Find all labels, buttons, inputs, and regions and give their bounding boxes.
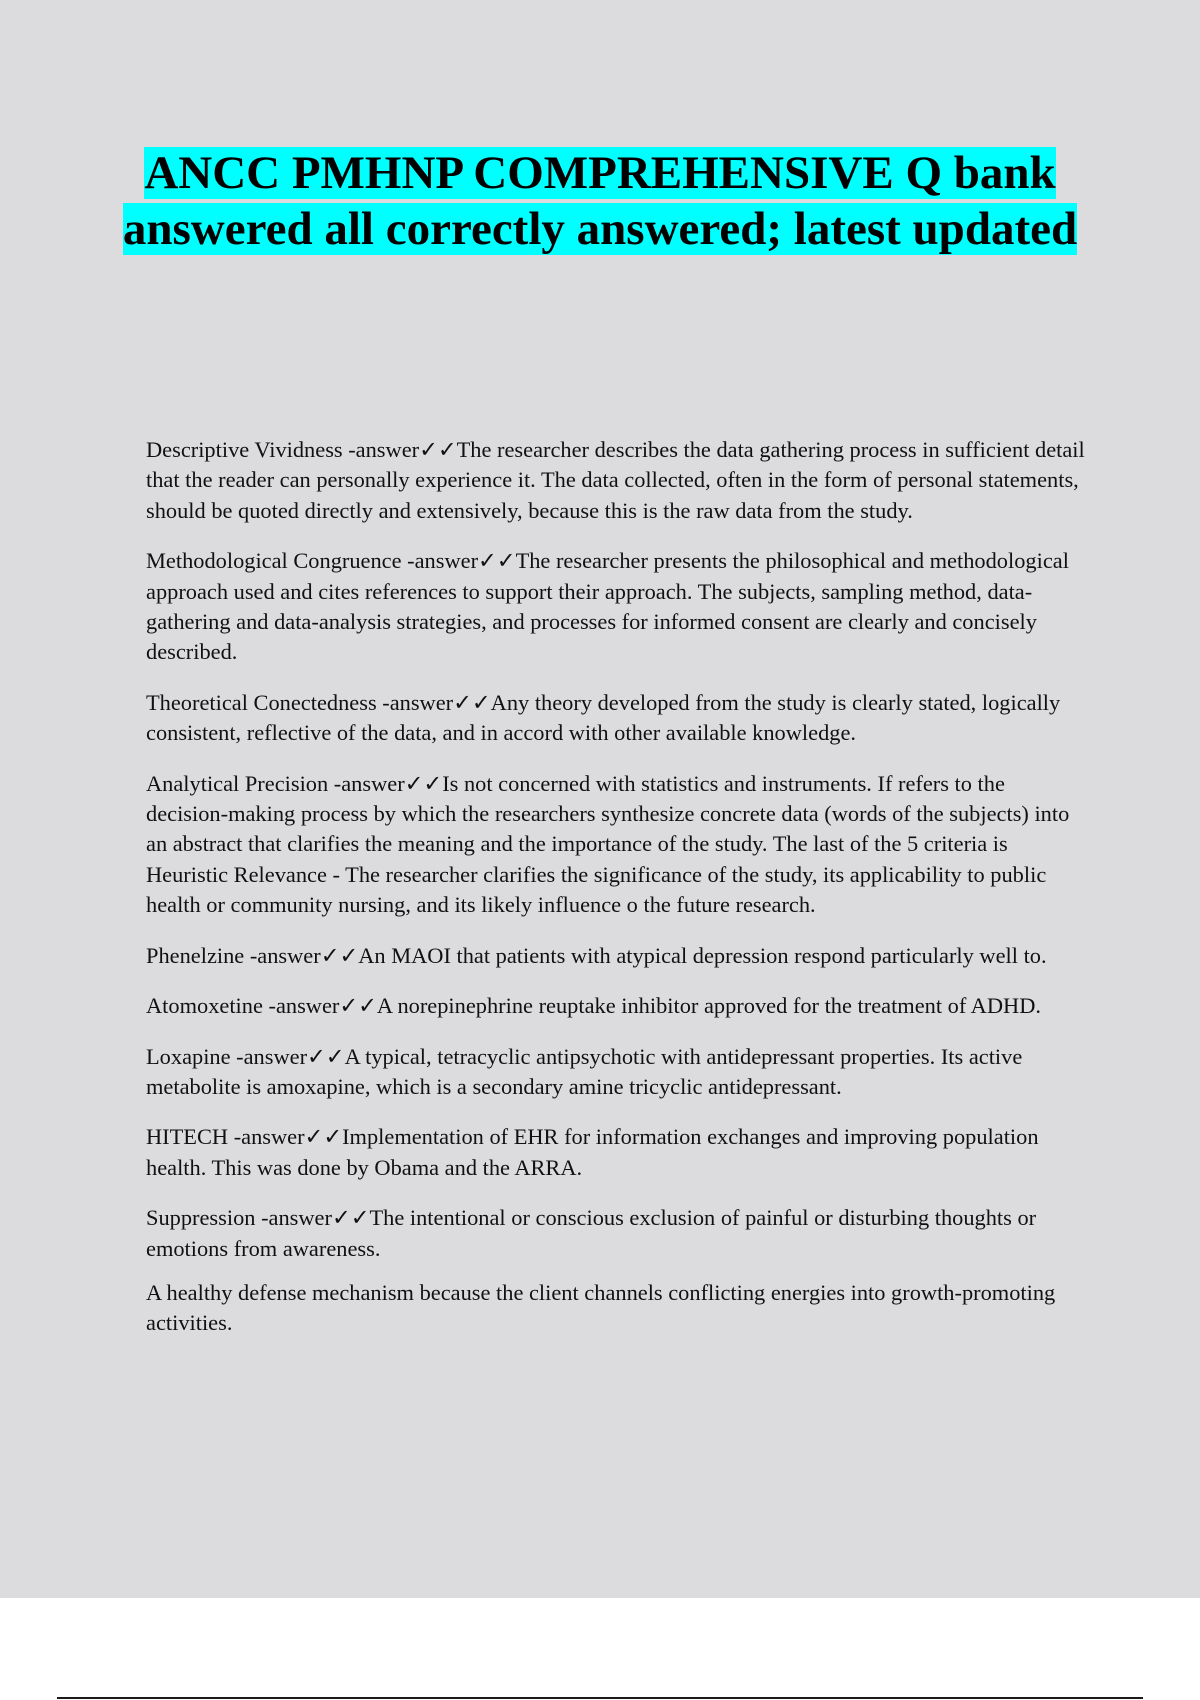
qa-answer: Implementation of EHR for information exchanges and improving population health. This was done by Obama and the ARRA. — [146, 1124, 1039, 1180]
qa-entry — [146, 435, 1086, 526]
qa-marker: -answer✓✓ — [230, 1043, 345, 1069]
qa-term: HITECH — [146, 1124, 229, 1150]
footer-divider — [57, 1697, 1143, 1699]
qa-answer: An MAOI that patients with atypical depression respond particularly well to. — [358, 942, 1047, 968]
qa-term: Phenelzine — [146, 942, 245, 968]
qa-marker: -answer✓✓ — [255, 1205, 370, 1231]
qa-entry — [146, 1042, 1086, 1103]
qa-marker: -answer✓✓ — [376, 689, 491, 715]
qa-entry — [146, 1122, 1086, 1183]
qa-term: Analytical Precision — [146, 770, 329, 796]
qa-answer: Any theory developed from the study is clearly stated, logically consistent, reflective of the data, and in accord with other available knowledge. — [146, 689, 1061, 746]
qa-entry — [146, 546, 1086, 668]
qa-answer: Is not concerned with statistics and instruments. If refers to the decision-making process by which the researchers synthesize concrete data (words of the subjects) into an abstract that clarifies the meaning and the importance of the study. The last of the 5 criteria is Heuristic Relevance - The researcher clarifies the significance of the study, its applicability to public health or community nursing, and its likely influence o the future research. — [146, 770, 1070, 918]
title-highlight: ANCC PMHNP COMPREHENSIVE Q bank answered all correctly answered; latest updated — [122, 147, 1078, 255]
trailing-paragraph: A healthy defense mechanism because the client channels conflicting energies into growth-promoting activities. — [146, 1279, 1056, 1336]
qa-entry — [146, 941, 1086, 971]
qa-term: Theoretical Conectedness — [146, 689, 377, 715]
qa-term: Descriptive Vividness — [146, 437, 343, 462]
qa-answer: The researcher describes the data gathering process in sufficient detail that the reader can personally experience it. The data collected, often in the form of personal statements, should be quoted directly and extensively, because this is the raw data from the study. — [146, 437, 1085, 523]
qa-entry — [146, 991, 1086, 1021]
qa-entry — [146, 769, 1086, 921]
qa-term: Methodological Congruence — [146, 548, 402, 574]
qa-answer: A typical, tetracyclic antipsychotic with antidepressant properties. Its active metabolite is amoxapine, which is a secondary amine tricyclic antidepressant. — [146, 1043, 1023, 1099]
qa-answer: A norepinephrine reuptake inhibitor approved for the treatment of ADHD. — [376, 993, 1041, 1019]
qa-answer: The intentional or conscious exclusion of painful or disturbing thoughts or emotions from awareness. — [146, 1205, 1037, 1261]
qa-marker: -answer✓✓ — [328, 770, 443, 796]
qa-marker: -answer✓✓ — [401, 548, 516, 574]
qa-list — [146, 435, 1086, 1359]
qa-marker: -answer✓✓ — [262, 993, 377, 1019]
qa-marker: -answer✓✓ — [244, 942, 359, 968]
qa-marker: -answer✓✓ — [228, 1124, 343, 1150]
qa-entry — [146, 1203, 1086, 1264]
qa-term: Atomoxetine — [146, 993, 263, 1019]
qa-term: Loxapine — [146, 1043, 231, 1069]
qa-answer: The researcher presents the philosophical and methodological approach used and cites references to support their approach. The subjects, sampling method, data-gathering and data-analysis strategies, and processes for informed consent are clearly and concisely described. — [146, 548, 1069, 665]
document-title — [100, 145, 1100, 257]
qa-term: Suppression — [146, 1205, 256, 1231]
qa-entry — [146, 688, 1086, 749]
qa-marker: -answer✓✓ — [342, 437, 457, 462]
